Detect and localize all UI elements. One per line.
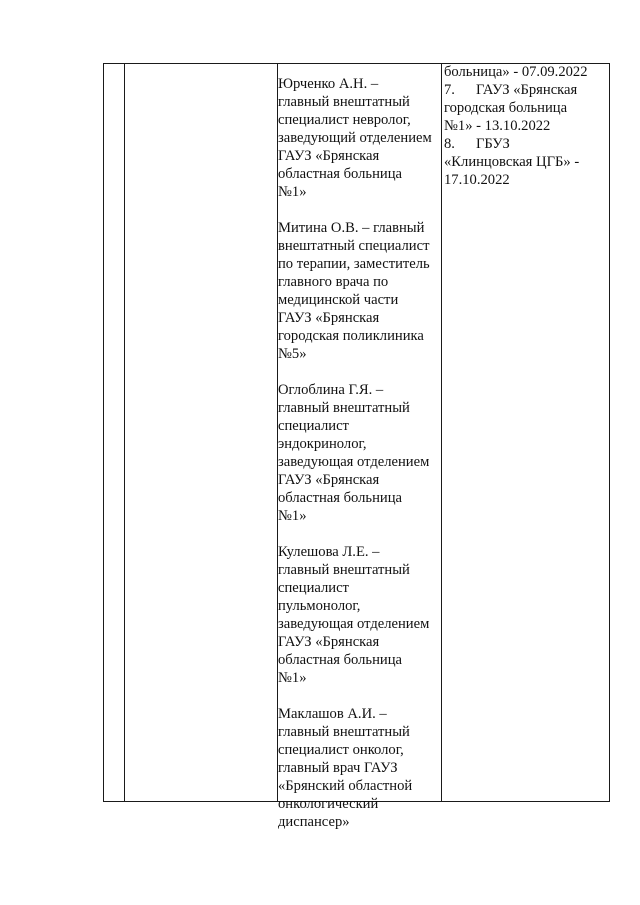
specialist-line: Юрченко А.Н. –: [278, 76, 379, 92]
specialist-entry: [278, 219, 443, 363]
specialist-entry: [278, 543, 443, 687]
specialist-line: эндокринолог,: [278, 436, 367, 452]
specialist-line: ГАУЗ «Брянская: [278, 310, 380, 326]
specialist-line: главный внештатный: [278, 94, 410, 110]
specialist-line: специалист невролог,: [278, 112, 411, 128]
visit-line: «Клинцовская ЦГБ» -: [444, 154, 580, 170]
visits-cell: [444, 63, 609, 189]
specialist-line: областная больница: [278, 490, 402, 506]
specialist-line: диспансер»: [278, 814, 350, 830]
specialist-line: областная больница: [278, 166, 402, 182]
column-divider: [124, 64, 125, 801]
visit-institution: ГАУЗ «Брянская: [476, 82, 578, 98]
specialist-line: специалист: [278, 418, 349, 434]
specialist-line: Кулешова Л.Е. –: [278, 544, 380, 560]
specialist-line: онкологический: [278, 796, 379, 812]
visit-institution: ГБУЗ: [476, 136, 510, 152]
specialist-line: специалист: [278, 580, 349, 596]
specialist-line: главный внештатный: [278, 562, 410, 578]
visit-line: 17.10.2022: [444, 172, 510, 188]
visit-number: 7.: [444, 82, 455, 98]
specialist-line: заведующая отделением: [278, 616, 430, 632]
specialist-line: ГАУЗ «Брянская: [278, 472, 380, 488]
specialist-line: городская поликлиника: [278, 328, 424, 344]
specialist-line: пульмонолог,: [278, 598, 361, 614]
specialist-line: заведующая отделением: [278, 454, 430, 470]
specialist-line: главный внештатный: [278, 400, 410, 416]
specialist-entry: [278, 705, 443, 831]
specialist-line: Митина О.В. – главный: [278, 220, 425, 236]
visit-item: [444, 135, 609, 153]
specialist-line: №1»: [278, 670, 307, 686]
specialist-line: главный внештатный: [278, 724, 410, 740]
specialist-line: по терапии, заместитель: [278, 256, 430, 272]
specialist-line: Оглоблина Г.Я. –: [278, 382, 384, 398]
specialist-line: медицинской части: [278, 292, 399, 308]
visit-line: №1» - 13.10.2022: [444, 118, 551, 134]
visit-number: 8.: [444, 136, 455, 152]
specialist-line: ГАУЗ «Брянская: [278, 148, 380, 164]
specialist-line: №1»: [278, 184, 307, 200]
specialist-line: Маклашов А.И. –: [278, 706, 387, 722]
specialist-line: внештатный специалист: [278, 238, 430, 254]
specialist-line: «Брянский областной: [278, 778, 413, 794]
specialists-cell: [278, 75, 443, 849]
specialist-line: главный врач ГАУЗ: [278, 760, 398, 776]
specialist-line: №5»: [278, 346, 307, 362]
visit-item: [444, 81, 609, 99]
specialist-entry: [278, 381, 443, 525]
specialist-entry: [278, 75, 443, 201]
specialist-line: ГАУЗ «Брянская: [278, 634, 380, 650]
specialist-line: специалист онколог,: [278, 742, 404, 758]
specialist-line: областная больница: [278, 652, 402, 668]
specialist-line: заведующий отделением: [278, 130, 432, 146]
visit-line: городская больница: [444, 100, 568, 116]
specialist-line: главного врача по: [278, 274, 389, 290]
visit-continued-line: больница» - 07.09.2022: [444, 64, 588, 80]
specialist-line: №1»: [278, 508, 307, 524]
